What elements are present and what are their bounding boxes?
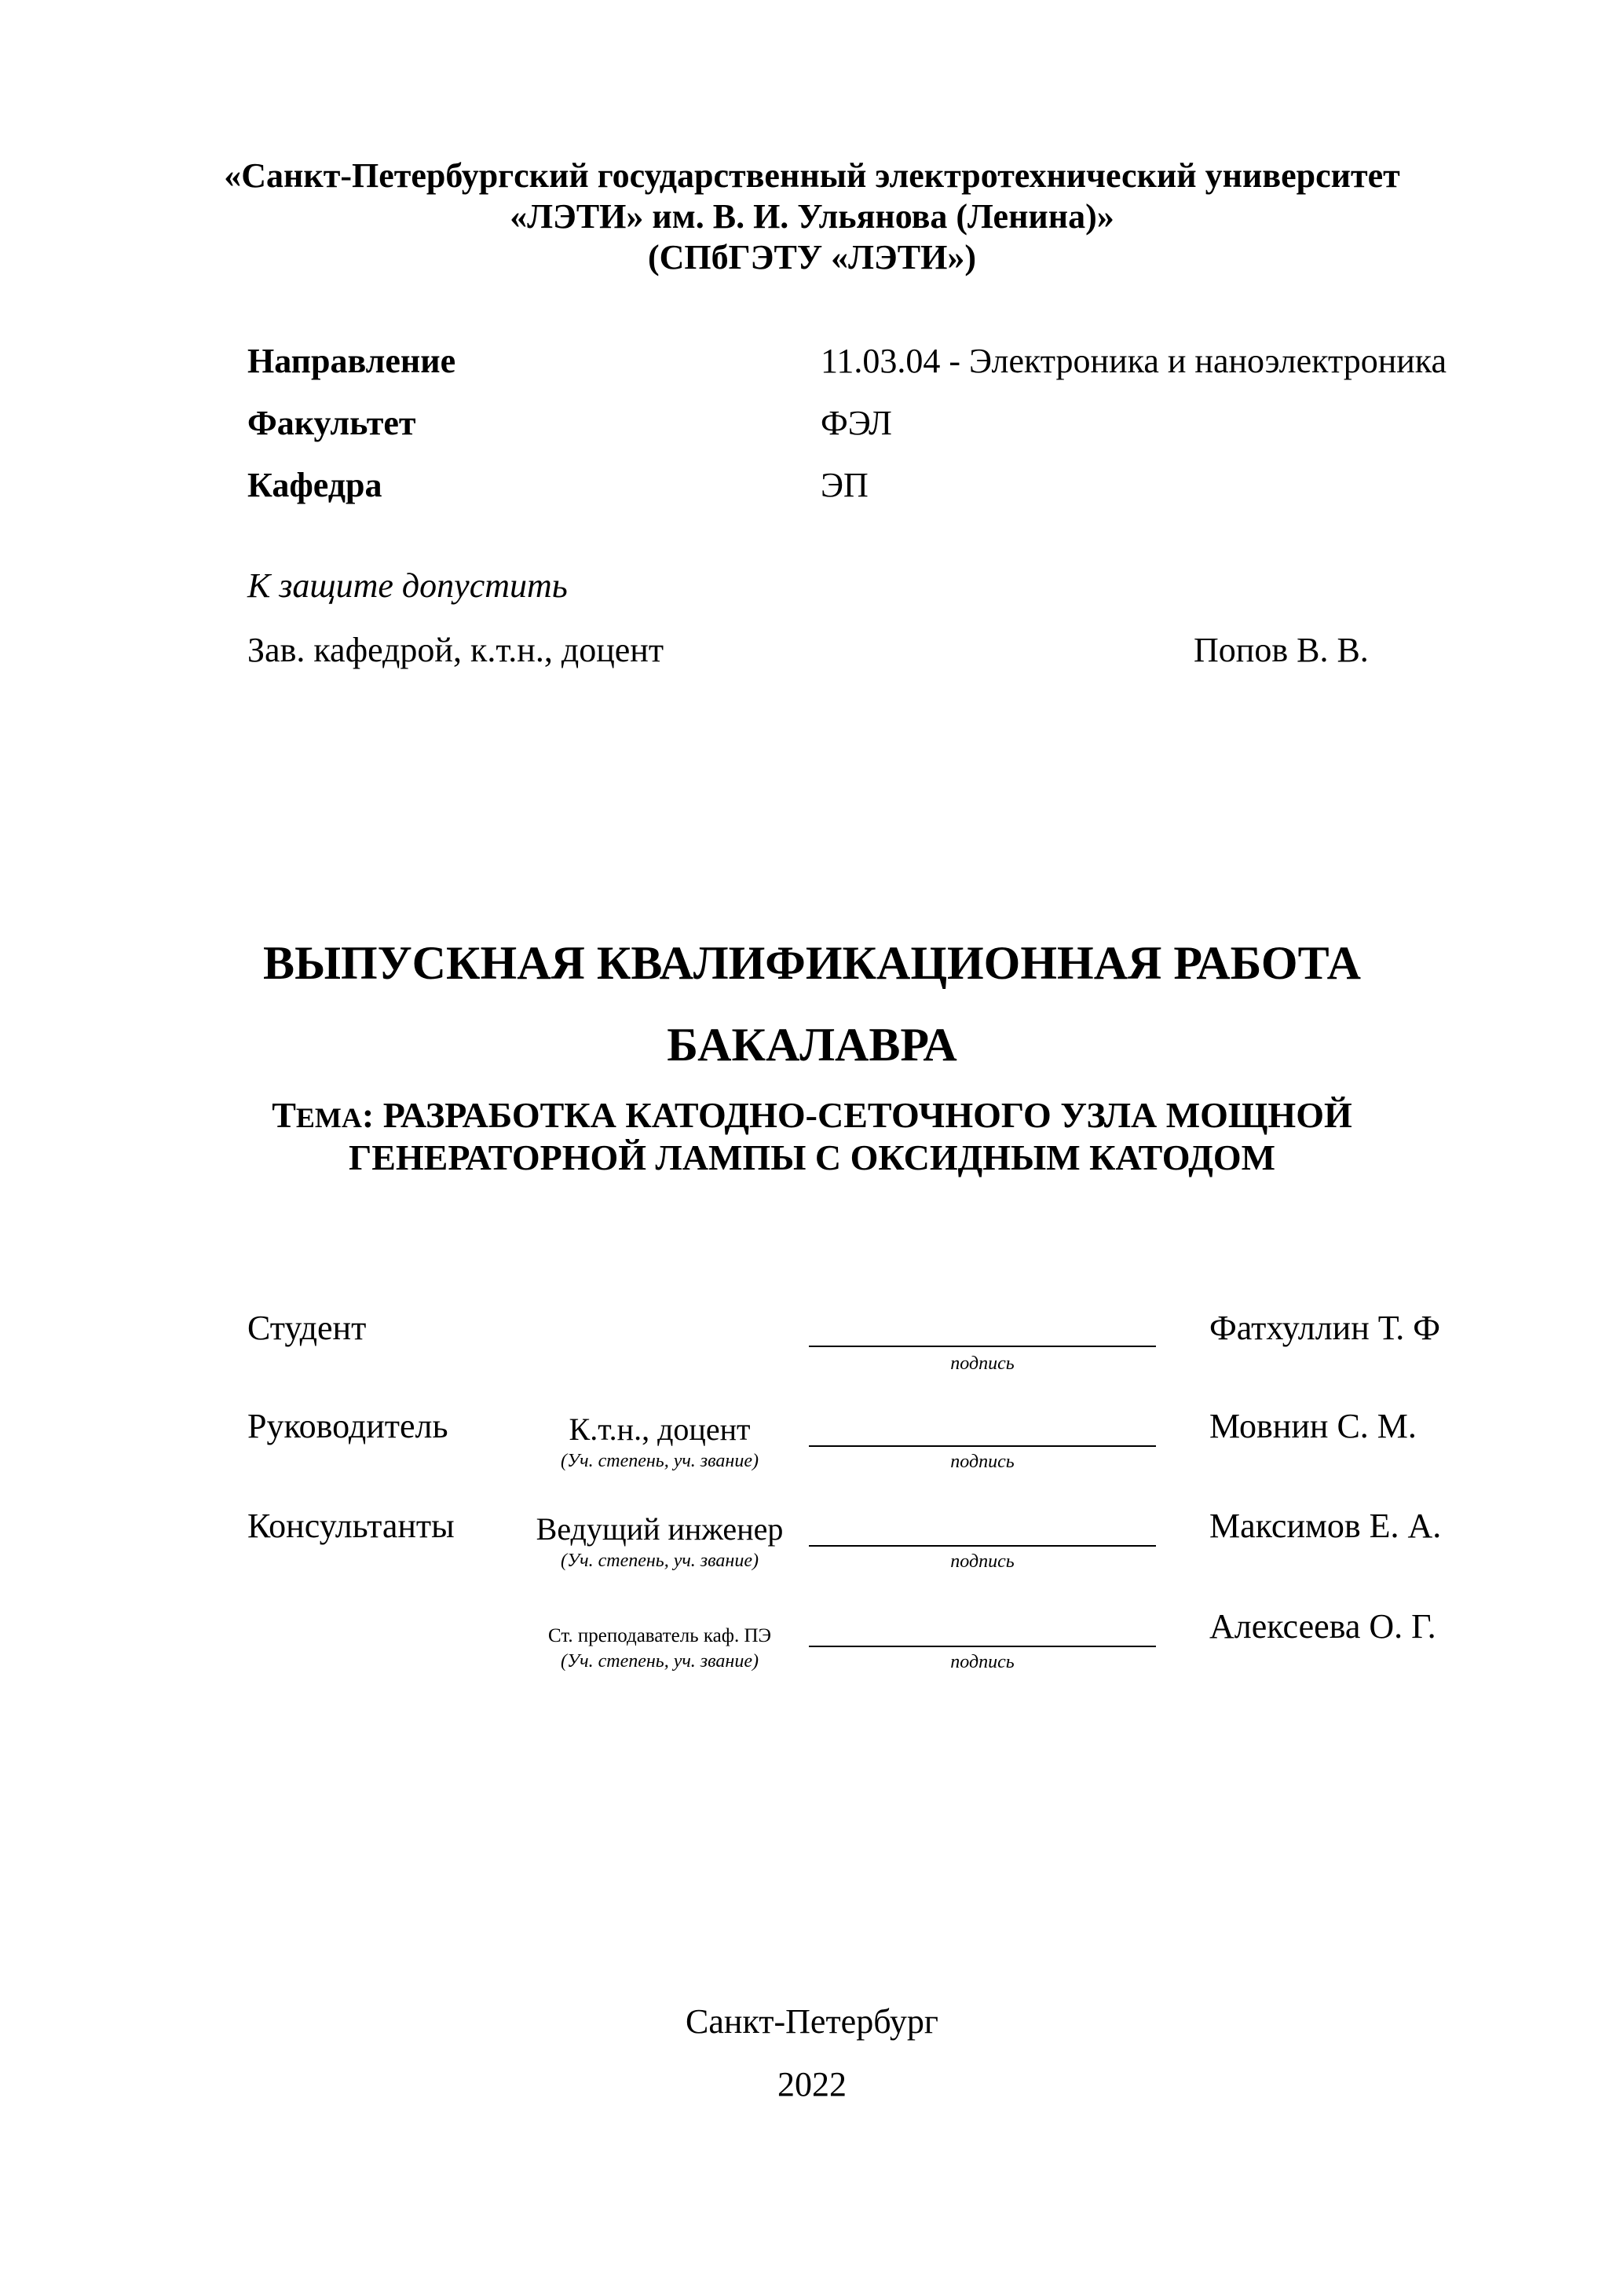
consultant-1-signature-line bbox=[809, 1545, 1156, 1547]
consultants-role: Консультанты bbox=[247, 1507, 455, 1545]
admission-name: Попов В. В. bbox=[1194, 631, 1369, 669]
faculty-value: ФЭЛ bbox=[821, 404, 892, 442]
university-name-line-1: «Санкт-Петербургский государственный электротехнический университет bbox=[224, 156, 1400, 195]
consultant-2-signature-caption: подпись bbox=[950, 1652, 1015, 1672]
supervisor-name: Мовнин С. М. bbox=[1209, 1407, 1417, 1445]
consultant-1-degree: Ведущий инженер bbox=[536, 1511, 784, 1547]
supervisor-role: Руководитель bbox=[247, 1407, 448, 1445]
consultant-2-degree: Ст. преподаватель каф. ПЭ bbox=[547, 1625, 772, 1646]
admission-heading: К защите допустить bbox=[247, 566, 568, 605]
department-label: Кафедра bbox=[247, 466, 382, 504]
topic-text-1: РАЗРАБОТКА КАТОДНО-СЕТОЧНОГО УЗЛА МОЩНОЙ bbox=[382, 1095, 1352, 1135]
direction-value: 11.03.04 - Электроника и наноэлектроника bbox=[821, 342, 1447, 380]
supervisor-degree: К.т.н., доцент bbox=[569, 1412, 751, 1447]
footer-year: 2022 bbox=[777, 2065, 847, 2104]
student-name: Фатхуллин Т. Ф bbox=[1209, 1309, 1441, 1347]
university-name-line-2: «ЛЭТИ» им. В. И. Ульянова (Ленина)» bbox=[510, 197, 1114, 236]
topic-prefix-rest: ЕМА bbox=[295, 1102, 362, 1133]
topic-prefix-first: Т bbox=[272, 1095, 296, 1135]
consultant-1-signature-caption: подпись bbox=[950, 1551, 1015, 1572]
supervisor-signature-caption: подпись bbox=[950, 1452, 1015, 1472]
student-role: Студент bbox=[247, 1309, 367, 1347]
supervisor-degree-caption: (Уч. степень, уч. звание) bbox=[561, 1451, 759, 1471]
topic-line-2: ГЕНЕРАТОРНОЙ ЛАМПЫ С ОКСИДНЫМ КАТОДОМ bbox=[348, 1137, 1276, 1177]
footer-city: Санкт-Петербург bbox=[686, 2002, 938, 2041]
student-signature-caption: подпись bbox=[950, 1353, 1015, 1374]
admission-position: Зав. кафедрой, к.т.н., доцент bbox=[247, 631, 664, 669]
consultant-1-degree-caption: (Уч. степень, уч. звание) bbox=[561, 1551, 759, 1571]
thesis-title-line-2: БАКАЛАВРА bbox=[667, 1019, 957, 1071]
consultant-2-name: Алексеева О. Г. bbox=[1209, 1607, 1436, 1646]
department-value: ЭП bbox=[821, 466, 869, 504]
faculty-label: Факультет bbox=[247, 404, 416, 442]
supervisor-signature-line bbox=[809, 1445, 1156, 1447]
student-signature-line bbox=[809, 1346, 1156, 1347]
consultant-1-name: Максимов Е. А. bbox=[1209, 1507, 1442, 1545]
topic-colon: : bbox=[361, 1095, 375, 1135]
direction-label: Направление bbox=[247, 342, 456, 380]
thesis-title-line-1: ВЫПУСКНАЯ КВАЛИФИКАЦИОННАЯ РАБОТА bbox=[263, 937, 1361, 989]
topic-line-1 bbox=[0, 1094, 1624, 1139]
university-abbreviation: (СПбГЭТУ «ЛЭТИ») bbox=[648, 238, 976, 276]
consultant-2-signature-line bbox=[809, 1646, 1156, 1647]
consultant-2-degree-caption: (Уч. степень, уч. звание) bbox=[561, 1651, 759, 1672]
